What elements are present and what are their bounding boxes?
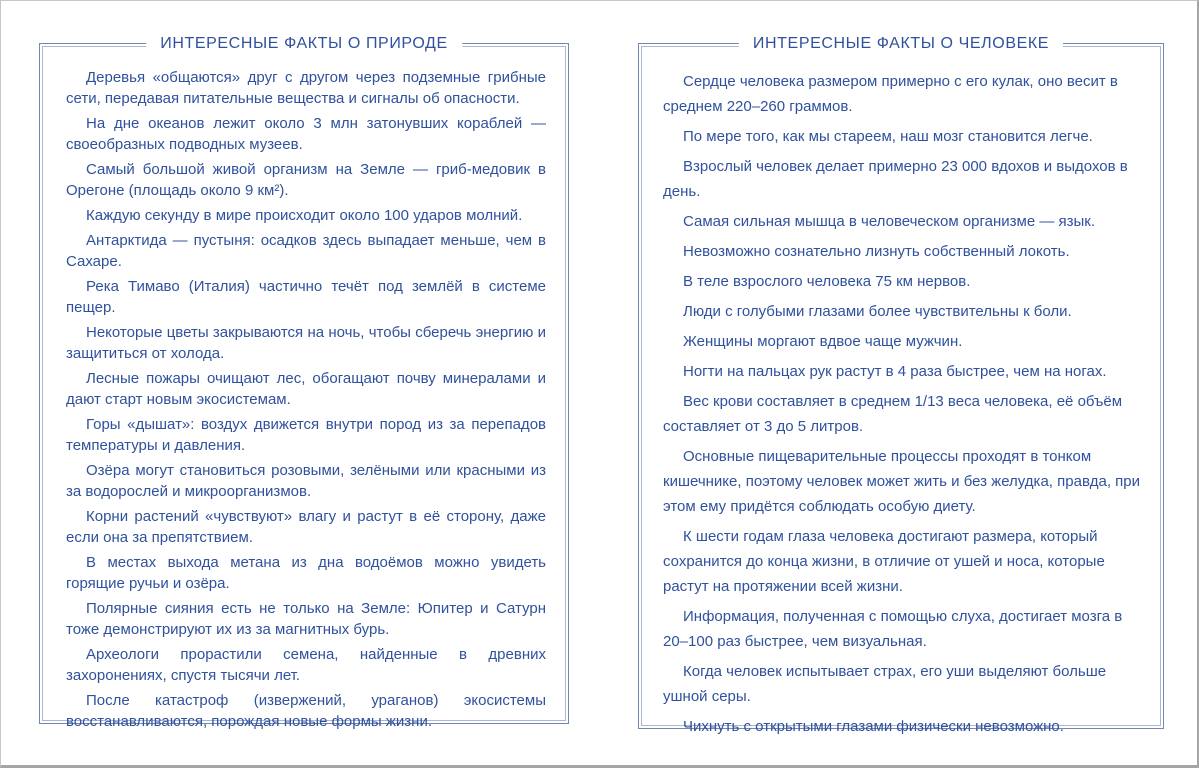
fact-paragraph: Вес крови составляет в среднем 1/13 веса человека, её объём составляет от 3 до 5 литров. [663, 393, 1123, 435]
facts-box-nature-title: ИНТЕРЕСНЫЕ ФАКТЫ О ПРИРОДЕ [146, 33, 462, 55]
fact-paragraph: Горы «дышат»: воздух движется внутри пород из за перепадов температуры и давления. [66, 416, 546, 454]
fact-paragraph: К шести годам глаза человека достигают размера, который сохранится до конца жизни, в отличие от ушей и носа, которые растут на протяжении всей жизни. [663, 528, 1105, 595]
fact-paragraph: Самый большой живой организм на Земле — гриб-медовик в Орегоне (площадь около 9 км²). [66, 161, 546, 199]
fact-paragraph: Невозможно сознательно лизнуть собственный локоть. [683, 243, 1070, 260]
fact-paragraph: Самая сильная мышца в человеческом организме — язык. [683, 213, 1096, 230]
fact-paragraph: После катастроф (извержений, ураганов) экосистемы восстанавливаются, порождая новые формы жизни. [66, 692, 546, 730]
fact-paragraph: Лесные пожары очищают лес, обогащают почву минералами и дают старт новым экосистемам. [66, 370, 546, 408]
fact-paragraph: Некоторые цветы закрываются на ночь, чтобы сберечь энергию и защититься от холода. [66, 324, 546, 362]
fact-paragraph: На дне океанов лежит около 3 млн затонувших кораблей — своеобразных подводных музеев. [66, 115, 546, 153]
fact-paragraph: Женщины моргают вдвое чаще мужчин. [683, 333, 963, 350]
fact-paragraph: В теле взрослого человека 75 км нервов. [683, 273, 971, 290]
fact-paragraph: Река Тимаво (Италия) частично течёт под землёй в системе пещер. [66, 278, 546, 316]
fact-paragraph: Ногти на пальцах рук растут в 4 раза быстрее, чем на ногах. [683, 363, 1107, 380]
fact-paragraph: Корни растений «чувствуют» влагу и растут в её сторону, даже если она за препятствием. [66, 508, 546, 546]
fact-paragraph: Археологи прорастили семена, найденные в древних захоронениях, спустя тысячи лет. [66, 646, 546, 684]
fact-paragraph: Чихнуть с открытыми глазами физически невозможно. [683, 718, 1064, 735]
fact-paragraph: Сердце человека размером примерно с его кулак, оно весит в среднем 220–260 граммов. [663, 73, 1118, 115]
fact-paragraph: Озёра могут становиться розовыми, зелёными или красными из за водорослей и микроорганизмов. [66, 462, 546, 500]
fact-paragraph: Когда человек испытывает страх, его уши выделяют больше ушной серы. [663, 663, 1107, 705]
facts-list-human [639, 44, 1163, 751]
facts-box-human [638, 35, 1164, 735]
facts-box-human-title: ИНТЕРЕСНЫЕ ФАКТЫ О ЧЕЛОВЕКЕ [739, 33, 1063, 55]
fact-paragraph: В местах выхода метана из дна водоёмов можно увидеть горящие ручьи и озёра. [66, 554, 546, 592]
fact-paragraph: Люди с голубыми глазами более чувствительны к боли. [683, 303, 1072, 320]
fact-paragraph: Полярные сияния есть не только на Земле: Юпитер и Сатурн тоже демонстрируют их из за магнитных бурь. [66, 600, 546, 638]
fact-paragraph: Деревья «общаются» друг с другом через подземные грибные сети, передавая питательные вещества и сигналы об опасности. [66, 69, 546, 107]
fact-paragraph: Каждую секунду в мире происходит около 100 ударов молний. [86, 207, 523, 224]
facts-list-nature [40, 44, 568, 744]
fact-paragraph: Взрослый человек делает примерно 23 000 вдохов и выдохов в день. [663, 158, 1128, 200]
facts-box-nature [39, 35, 569, 730]
fact-paragraph: Информация, полученная с помощью слуха, достигает мозга в 20–100 раз быстрее, чем визуальная. [663, 608, 1123, 650]
fact-paragraph: По мере того, как мы стареем, наш мозг становится легче. [683, 128, 1093, 145]
fact-paragraph: Антарктида — пустыня: осадков здесь выпадает меньше, чем в Сахаре. [66, 232, 546, 270]
fact-paragraph: Основные пищеварительные процессы проходят в тонком кишечнике, поэтому человек может жить и без желудка, правда, при этом ему придётся соблюдать особую диету. [663, 448, 1141, 515]
